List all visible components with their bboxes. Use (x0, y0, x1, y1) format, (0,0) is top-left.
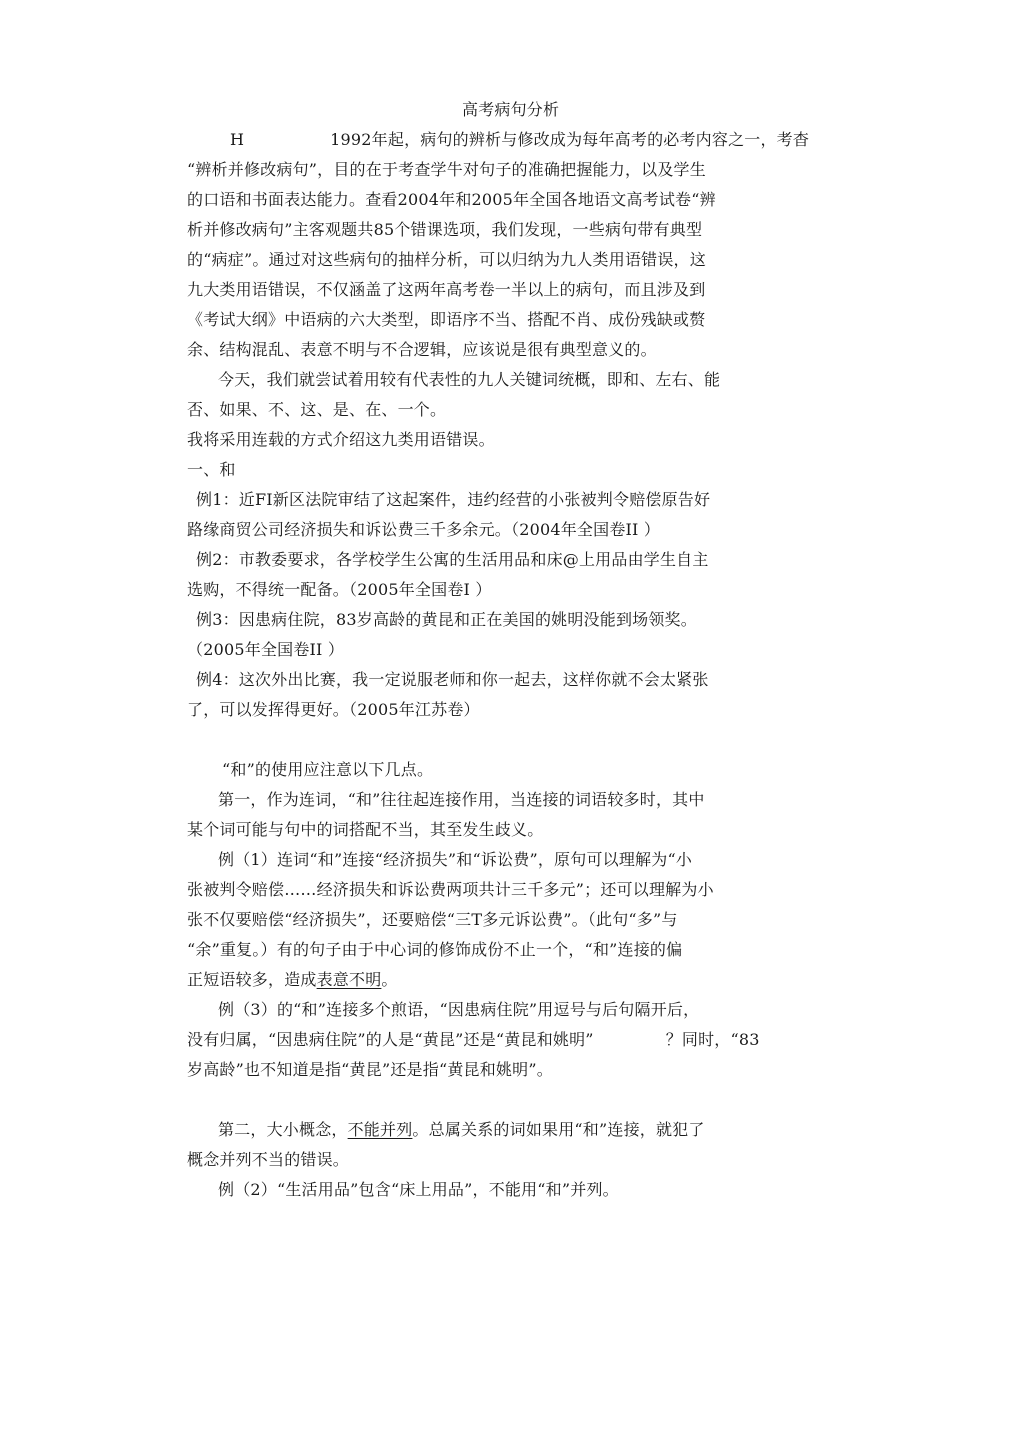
point-1-line-1: 第一，作为连词，“和”往往起连接作用，当连接的词语较多时，其中 (218, 790, 705, 809)
point-1-line-2: 某个词可能与句中的词搭配不当，其至发生歧义。 (187, 820, 544, 839)
analysis-1-line-1: 例（1）连词“和”连接“经济损失”和“诉讼费”，原句可以理解为“小 (218, 850, 693, 869)
intro-line-8: 余、结构混乱、表意不明与不合逻辑，应该说是很有典型意义的。 (187, 340, 657, 359)
page-title: 高考病句分析 (462, 100, 560, 119)
section-heading: 一、和 (187, 460, 236, 479)
intro-line-7: 《考试大纲》中语病的六大类型，即语序不当、搭配不肖、成份残缺或赘 (187, 310, 706, 329)
example-2-line-1: 例2：市教委要求，各学校学生公寓的生活用品和床@上用品由学生自主 (196, 550, 709, 569)
intro-line-1 (230, 130, 809, 150)
analysis-1-line-2: 张被判令赔偿……经济损失和诉讼费两项共计三千多元”；还可以理解为小 (187, 880, 714, 899)
example-1-line-1: 例1：近FI新区法院审结了这起案件，违约经营的小张被判令赔偿原告好 (196, 490, 711, 509)
intro-line-5: 的“病症”。通过对这些病句的抽样分析，可以归纳为九人类用语错误，这 (187, 250, 706, 269)
intro-line-6: 九大类用语错误，不仅涵盖了这两年高考卷一半以上的病句，而且涉及到 (187, 280, 706, 299)
analysis-3-line-3: 岁高龄”也不知道是指“黄昆”还是指“黄昆和姚明”。 (187, 1060, 553, 1079)
analysis-1-line-3: 张不仅要赔偿“经济损失”，还要赔偿“三T多元诉讼费”。（此句“多”与 (187, 910, 678, 929)
analysis-1-line-5-text: 正短语较多，造成 (187, 970, 317, 989)
notes-intro: “和”的使用应注意以下几点。 (222, 760, 434, 779)
analysis-3-line-1: 例（3）的“和”连接多个煎语，“因患病住院”用逗号与后句隔开后， (218, 1000, 700, 1019)
analysis-3-line-2 (187, 1030, 760, 1050)
underlined-term: 不能并列 (347, 1120, 413, 1139)
analysis-1-line-5 (187, 970, 398, 990)
underlined-term: 表意不明 (316, 970, 382, 989)
example-4-line-2: 了，可以发挥得更好。（2005年江苏卷） (187, 700, 480, 719)
analysis-1-line-4: “余”重复。）有的句子由于中心词的修饰成份不止一个，“和”连接的偏 (187, 940, 683, 959)
analysis-2-line-1: 例（2）“生活用品”包含“床上用品”，不能用“和”并列。 (218, 1180, 619, 1199)
point-2-line-1 (218, 1120, 705, 1140)
example-1-line-2: 路缘商贸公司经济损失和诉讼费三千多余元。（2004年全国卷II ） (187, 520, 661, 539)
intro-marker: H (230, 130, 245, 149)
keywords-line-1: 今天，我们就尝试着用较有代表性的九人关键词统概，即和、左右、能 (218, 370, 721, 389)
intro-line-3: 的口语和书面表达能力。查看2004年和2005年全国各地语文高考试卷“辨 (187, 190, 716, 209)
example-2-line-2: 选购，不得统一配备。（2005年全国卷I ） (187, 580, 492, 599)
point-2-line-1-end: 。总属关系的词如果用“和”连接，就犯了 (412, 1120, 705, 1139)
analysis-3-line-2-end: ？同时，“83 (665, 1030, 760, 1049)
keywords-line-2: 否、如果、不、这、是、在、一个。 (187, 400, 447, 419)
example-3-line-2: （2005年全国卷II ） (187, 640, 345, 659)
intro-line-1-text: 1992年起，病句的辨析与修改成为每年高考的必考内容之一，考杳 (330, 130, 810, 149)
example-4-line-1: 例4：这次外出比赛，我一定说服老师和你一起去，这样你就不会太紧张 (196, 670, 709, 689)
analysis-3-line-2-text: 没有归属，“因患病住院”的人是“黄昆”还是“黄昆和姚明” (187, 1030, 594, 1049)
point-2-line-2: 概念并列不当的错误。 (187, 1150, 350, 1169)
point-2-line-1-text: 第二，大小概念， (218, 1120, 348, 1139)
analysis-1-line-5-end: 。 (381, 970, 398, 989)
intro-line-2: “辨析并修改病句”，目的在于考查学牛对句子的准确把握能力，以及学生 (187, 160, 706, 179)
keywords-line-3: 我将采用连载的方式介绍这九类用语错误。 (187, 430, 495, 449)
example-3-line-1: 例3：因患病住院，83岁高龄的黄昆和正在美国的姚明没能到场领奖。 (196, 610, 697, 629)
intro-line-4: 析并修改病句”主客观题共85个错课选项，我们发现，一些病句带有典型 (187, 220, 703, 239)
